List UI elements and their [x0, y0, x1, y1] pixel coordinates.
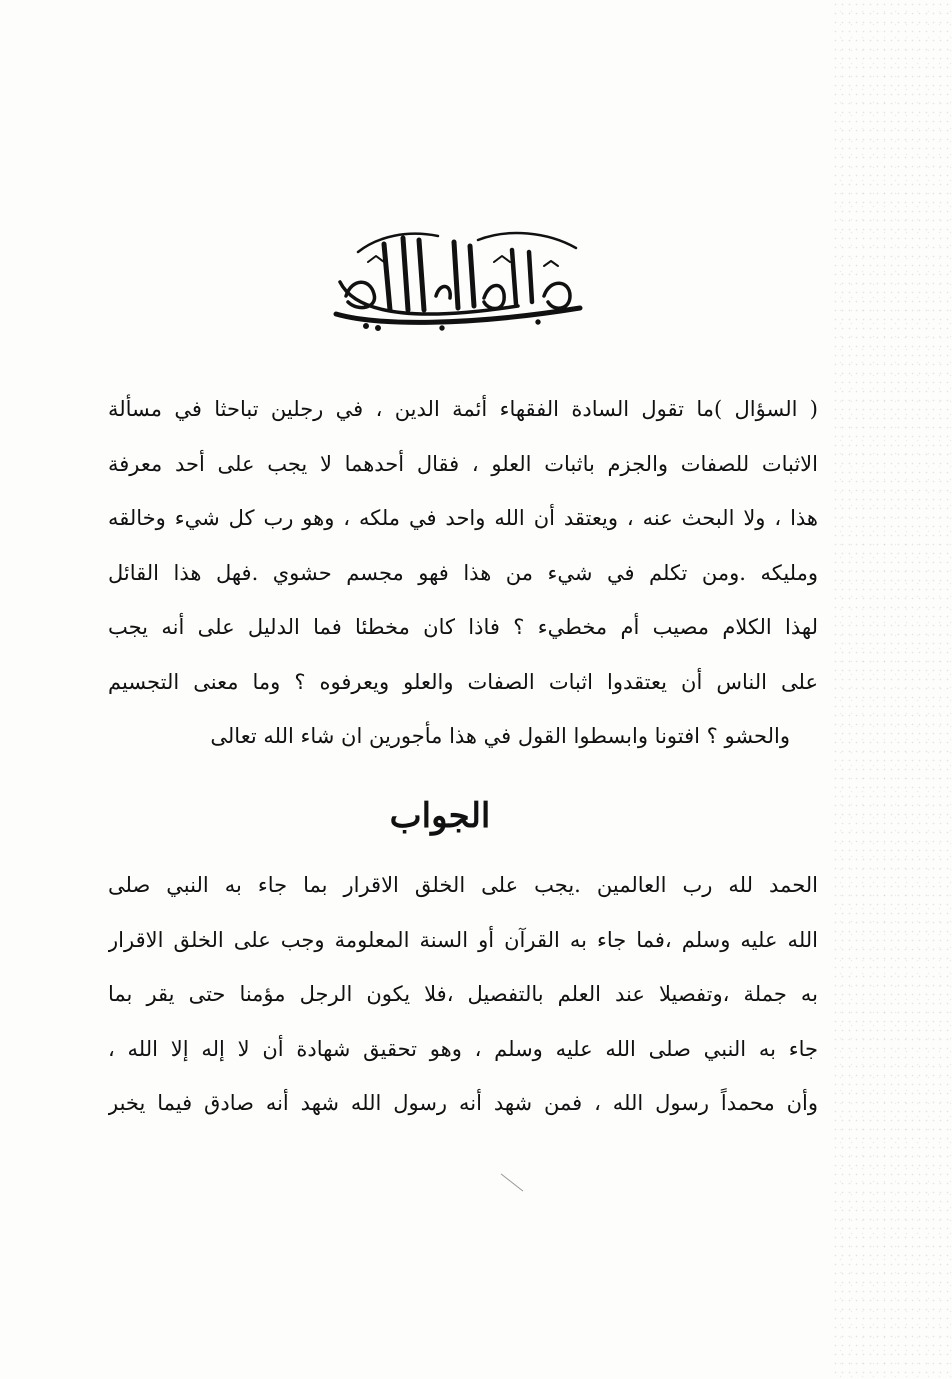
question-paragraph: [108, 382, 818, 772]
answer-line-5: وأن محمداً رسول الله ، فمن شهد أنه رسول الله شهد أنه صادق فيما يخبر: [108, 1091, 818, 1115]
answer-line-4: جاء به النبي صلى الله عليه وسلم ، وهو تحقيق شهادة أن لا إله إلا الله ،: [108, 1036, 818, 1061]
question-line-4: ومليكه .ومن تكلم في شيء من هذا فهو مجسم حشوي .فهل هذا القائل: [108, 560, 818, 585]
question-line-7: والحشو ؟ افتونا وابسطوا القول في هذا مأجورين ان شاء الله تعالى: [210, 724, 790, 748]
question-line-1: ( السؤال )ما تقول السادة الفقهاء أئمة الدين ، في رجلين تباحثا في مسألة: [108, 397, 818, 421]
answer-line-1: الحمد لله رب العالمين .يجب على الخلق الاقرار بما جاء به النبي صلى: [108, 873, 818, 897]
answer-line-3: به جملة ،وتفصيلا عند العلم بالتفصيل ،فلا يكون الرجل مؤمنا حتى يقر بما: [108, 982, 818, 1006]
question-line-2: الاثبات للصفات والجزم باثبات العلو ، فقال أحدهما لا يجب على أحد معرفة: [108, 451, 818, 476]
answer-heading: الجواب: [389, 796, 491, 836]
question-line-6: على الناس أن يعتقدوا اثبات الصفات والعلو ويعرفوه ؟ وما معنى التجسيم: [108, 669, 818, 694]
answer-line-2: الله عليه وسلم ،فما جاء به القرآن أو السنة المعلومة وجب على الخلق الاقرار: [108, 927, 818, 952]
question-line-5: لهذا الكلام مصيب أم مخطيء ؟ فاذا كان مخطئا فما الدليل على أنه يجب: [108, 615, 818, 639]
scan-noise: [832, 0, 952, 1379]
question-line-3: هذا ، ولا البحث عنه ، ويعتقد أن الله واحد في ملكه ، وهو رب كل شيء وخالقه: [108, 506, 818, 530]
scan-mark: [501, 1173, 524, 1191]
answer-paragraph: [108, 858, 818, 1158]
basmala-calligraphy: [318, 222, 598, 342]
